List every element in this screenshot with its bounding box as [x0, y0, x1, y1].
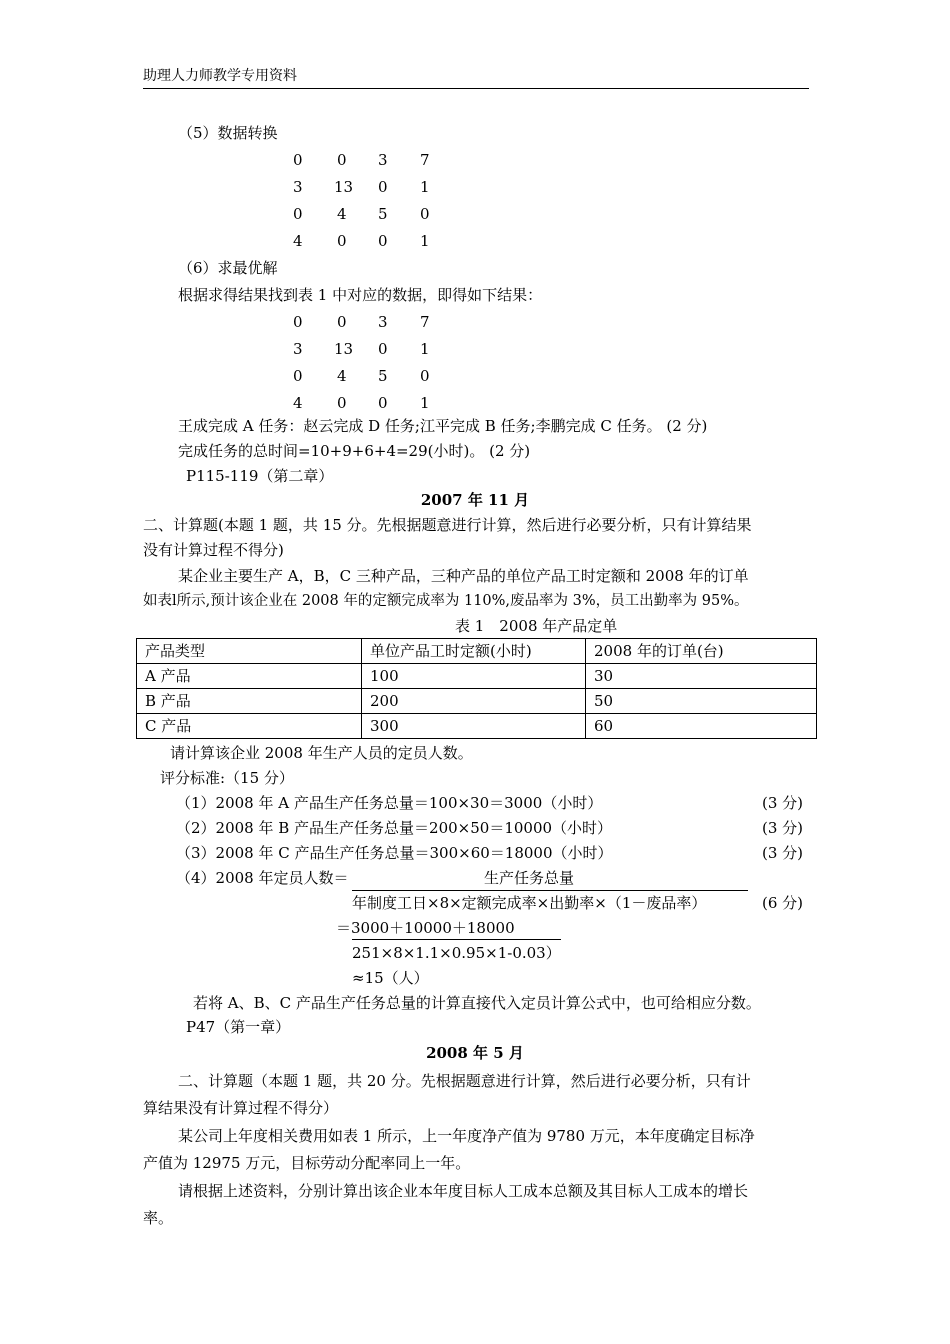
table-row: [137, 664, 817, 689]
scoring-step1: （1）2008 年 A 产品生产任务总量＝100×30＝3000（小时）: [176, 794, 603, 812]
table-cell: C 产品: [137, 714, 362, 739]
calculation-result: ≈15（人）: [352, 969, 429, 987]
section-2007-question-line1: 二、计算题(本题 1 题，共 15 分。先根据题意进行计算，然后进行必要分析，只有计算结果: [143, 516, 752, 534]
scoring-title: 评分标准:（15 分）: [160, 769, 294, 787]
scoring-step2-points: (3 分): [762, 819, 804, 837]
table-cell: 300: [362, 714, 586, 739]
matrix-cell: 0: [420, 367, 430, 385]
matrix-cell: 0: [337, 394, 347, 412]
scoring-step4-label: （4）2008 年定员人数＝: [176, 869, 349, 887]
step6-label: （6）求最优解: [178, 259, 278, 277]
matrix-cell: 3: [378, 313, 388, 331]
calculation-fraction-line: [352, 939, 561, 940]
matrix-cell: 0: [337, 313, 347, 331]
matrix-cell: 3: [293, 178, 303, 196]
step6-description: 根据求得结果找到表 1 中对应的数据，即得如下结果：: [178, 286, 543, 304]
calculation-denominator: 251×8×1.1×0.95×1-0.03）: [352, 944, 561, 962]
matrix-cell: 5: [378, 367, 388, 385]
matrix-cell: 4: [337, 367, 347, 385]
matrix-cell: 13: [334, 178, 354, 196]
matrix-cell: 1: [420, 394, 430, 412]
step6-result-assignment: 王成完成 A 任务：赵云完成 D 任务;江平完成 B 任务;李鹏完成 C 任务。 (2 分): [178, 417, 708, 435]
section-2008-problem-line2: 产值为 12975 万元，目标劳动分配率同上一年。: [143, 1154, 471, 1172]
table-caption: 表 1 2008 年产品定单: [455, 617, 618, 635]
page-header-title: 助理人力师教学专用资料: [143, 68, 297, 84]
section-2008-question-line1: 二、计算题（本题 1 题，共 20 分。先根据题意进行计算，然后进行必要分析，只有计: [178, 1072, 751, 1090]
table-cell: B 产品: [137, 689, 362, 714]
matrix-cell: 1: [420, 340, 430, 358]
scoring-step3-points: (3 分): [762, 844, 804, 862]
table-row: [137, 689, 817, 714]
matrix-cell: 0: [378, 340, 388, 358]
header-rule: [143, 88, 809, 89]
section-2007-problem-line1: 某企业主要生产 A，B，C 三种产品，三种产品的单位产品工时定额和 2008 年的订单: [178, 567, 749, 585]
step6-result-total-time: 完成任务的总时间=10+9+6+4=29(小时)。 (2 分): [178, 442, 531, 460]
matrix-cell: 0: [420, 205, 430, 223]
section-2007-ask: 请计算该企业 2008 年生产人员的定员人数。: [170, 744, 473, 762]
formula-fraction-line: [352, 890, 748, 891]
section-2007-page-reference: P47（第一章）: [186, 1018, 291, 1036]
section-2008-problem-line1: 某公司上年度相关费用如表 1 所示，上一年度净产值为 9780 万元，本年度确定目标净: [178, 1127, 755, 1145]
matrix-cell: 1: [420, 178, 430, 196]
matrix-cell: 0: [293, 367, 303, 385]
matrix-cell: 0: [378, 394, 388, 412]
table-header-cell: 单位产品工时定额(小时): [362, 639, 586, 664]
matrix-cell: 4: [293, 394, 303, 412]
section-2007-note: 若将 A、B、C 产品生产任务总量的计算直接代入定员计算公式中，也可给相应分数。: [193, 994, 761, 1012]
section-2007-question-line2: 没有计算过程不得分): [143, 541, 284, 559]
scoring-step3: （3）2008 年 C 产品生产任务总量＝300×60＝18000（小时）: [176, 844, 613, 862]
matrix-cell: 5: [378, 205, 388, 223]
matrix-cell: 0: [337, 232, 347, 250]
step6-page-reference: P115-119（第二章）: [186, 467, 334, 485]
table-cell: 30: [586, 664, 817, 689]
matrix-cell: 4: [293, 232, 303, 250]
formula-numerator: 生产任务总量: [484, 869, 575, 887]
table-header-cell: 产品类型: [137, 639, 362, 664]
section-2007-title: 2007 年 11 月: [420, 491, 530, 509]
product-order-table: [136, 638, 817, 739]
scoring-step2: （2）2008 年 B 产品生产任务总量＝200×50＝10000（小时）: [176, 819, 613, 837]
table-cell: 100: [362, 664, 586, 689]
matrix-cell: 0: [293, 151, 303, 169]
matrix-cell: 13: [334, 340, 354, 358]
matrix-cell: 0: [293, 205, 303, 223]
matrix-cell: 0: [378, 178, 388, 196]
formula-denominator: 年制度工日×8×定额完成率×出勤率×（1－废品率）: [352, 894, 707, 912]
matrix-cell: 7: [420, 313, 430, 331]
section-2008-request-line1: 请根据上述资料，分别计算出该企业本年度目标人工成本总额及其目标人工成本的增长: [178, 1182, 749, 1200]
matrix-cell: 0: [337, 151, 347, 169]
table-header-cell: 2008 年的订单(台): [586, 639, 817, 664]
section-2008-request-line2: 率。: [143, 1209, 174, 1227]
matrix-cell: 0: [378, 232, 388, 250]
matrix-cell: 4: [337, 205, 347, 223]
table-row: [137, 714, 817, 739]
section-2007-problem-line2: 如表l所示,预计该企业在 2008 年的定额完成率为 110%,废品率为 3%，员工出勤率为 95%。: [143, 593, 749, 609]
table-cell: 60: [586, 714, 817, 739]
matrix-cell: 1: [420, 232, 430, 250]
matrix-cell: 7: [420, 151, 430, 169]
step5-label: （5）数据转换: [178, 124, 278, 142]
matrix-cell: 3: [293, 340, 303, 358]
scoring-step1-points: (3 分): [762, 794, 804, 812]
table-cell: 200: [362, 689, 586, 714]
section-2008-question-line2: 算结果没有计算过程不得分）: [143, 1099, 339, 1117]
section-2008-title: 2008 年 5 月: [426, 1044, 524, 1062]
matrix-cell: 3: [378, 151, 388, 169]
table-cell: A 产品: [137, 664, 362, 689]
scoring-step4-points: (6 分): [762, 894, 804, 912]
calculation-numerator: ＝3000＋10000＋18000: [336, 919, 515, 937]
table-header-row: [137, 639, 817, 664]
matrix-cell: 0: [293, 313, 303, 331]
table-cell: 50: [586, 689, 817, 714]
